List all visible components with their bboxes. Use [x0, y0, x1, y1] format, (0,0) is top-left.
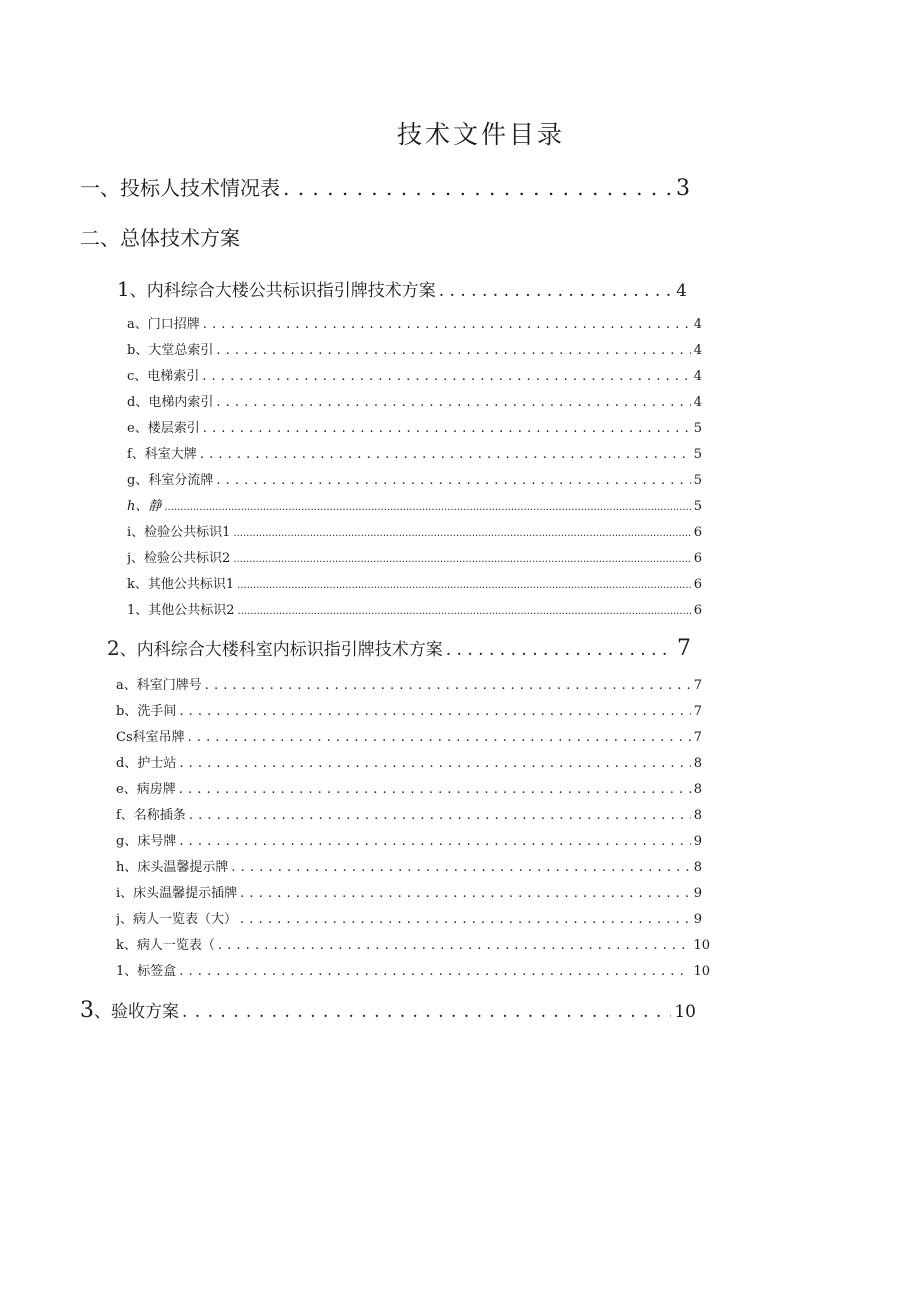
- toc-item[interactable]: [127, 602, 702, 620]
- toc-item-label: g、床号牌: [116, 834, 177, 849]
- toc-page-number: 10: [674, 1002, 696, 1022]
- toc-item-label: h、床头温馨提示牌: [116, 860, 229, 875]
- toc-item-label: j、病人一览表（大）: [116, 912, 238, 927]
- toc-page-number: 4: [693, 395, 702, 410]
- toc-item[interactable]: [127, 576, 702, 594]
- toc-page-number: 3: [676, 176, 690, 201]
- toc-item[interactable]: [116, 729, 702, 746]
- toc-item-label: 1、标签盒: [116, 964, 177, 979]
- toc-page-number: 6: [693, 551, 702, 566]
- toc-page-number: 7: [693, 704, 702, 719]
- toc-entry-number: 3: [80, 998, 94, 1023]
- toc-item-label: a、科室门牌号: [116, 678, 202, 693]
- dot-leader: [179, 963, 690, 980]
- toc-entry-number: 1: [117, 278, 130, 301]
- toc-item-label: b、大堂总索引: [127, 343, 214, 358]
- toc-page-number: 9: [693, 834, 702, 849]
- toc-entry-section3[interactable]: [80, 998, 696, 1025]
- toc-page-number: 9: [693, 912, 702, 927]
- toc-page-number: 4: [676, 281, 687, 301]
- dot-leader: [218, 937, 691, 954]
- toc-item-label: a、门口招牌: [127, 317, 200, 332]
- dot-leader: [216, 342, 690, 359]
- dot-leader: [240, 911, 691, 928]
- dot-leader: [164, 498, 690, 516]
- toc-page-number: 5: [693, 473, 702, 488]
- dot-leader: [179, 755, 690, 772]
- dot-leader: [216, 472, 690, 489]
- toc-page-number: 5: [693, 421, 702, 436]
- toc-item[interactable]: [127, 472, 702, 489]
- dot-leader: [446, 639, 674, 661]
- toc-item[interactable]: [116, 677, 702, 694]
- toc-item-label: c、电梯索引: [127, 369, 200, 384]
- toc-item-label: i、检验公共标识1: [127, 525, 231, 540]
- toc-page-number: 5: [693, 447, 702, 462]
- toc-item-label: Cs科室吊牌: [116, 730, 185, 745]
- toc-item[interactable]: [127, 316, 702, 333]
- dot-leader: [203, 316, 691, 333]
- toc-item[interactable]: [127, 550, 702, 568]
- toc-page-number: 8: [693, 860, 702, 875]
- dot-leader: [203, 420, 691, 437]
- toc-item-label: e、病房牌: [116, 782, 176, 797]
- toc-item-label: k、病人一览表（: [116, 938, 215, 953]
- toc-item-label: 1、其他公共标识2: [127, 603, 235, 618]
- toc-page-number: 8: [693, 808, 702, 823]
- toc-item[interactable]: [116, 963, 710, 980]
- toc-item-label: d、护士站: [116, 756, 177, 771]
- toc-page-number: 4: [693, 343, 702, 358]
- dot-leader: [202, 368, 690, 385]
- toc-item[interactable]: [116, 911, 702, 928]
- toc-item-label: e、楼层索引: [127, 421, 200, 436]
- dot-leader: [182, 999, 671, 1025]
- dot-leader: [188, 729, 691, 746]
- toc-item-label: k、其他公共标识1: [127, 577, 235, 592]
- toc-page-number: 10: [693, 938, 710, 953]
- dot-leader: [179, 703, 690, 720]
- dot-leader: [439, 280, 673, 302]
- toc-item-label: h、静: [127, 499, 162, 514]
- toc-page-number: 8: [693, 756, 702, 771]
- dot-leader: [200, 446, 691, 463]
- toc-item[interactable]: [127, 498, 702, 516]
- toc-item-label: b、洗手间: [116, 704, 177, 719]
- toc-entry-sub2[interactable]: [107, 637, 691, 661]
- toc-page-number: 7: [693, 730, 702, 745]
- toc-item[interactable]: [127, 420, 702, 437]
- dot-leader: [233, 550, 690, 568]
- dot-leader: [283, 175, 673, 201]
- dot-leader: [237, 576, 691, 594]
- toc-item[interactable]: [116, 703, 702, 720]
- toc-page-number: 6: [693, 603, 702, 618]
- toc-item[interactable]: [127, 394, 702, 411]
- toc-item-label: d、电梯内索引: [127, 395, 214, 410]
- toc-page-number: 6: [693, 577, 702, 592]
- toc-entry-section1[interactable]: [80, 175, 690, 202]
- toc-item[interactable]: [127, 446, 702, 463]
- toc-item-label: i、床头温馨提示插牌: [116, 886, 238, 901]
- toc-page-number: 6: [693, 525, 702, 540]
- toc-entry-label: 、内科综合大楼科室内标识指引牌技术方案: [119, 640, 443, 660]
- toc-item[interactable]: [127, 524, 702, 542]
- toc-entry-label: 一、投标人技术情况表: [80, 176, 280, 200]
- dot-leader: [216, 394, 690, 411]
- dot-leader: [240, 885, 691, 902]
- dot-leader: [238, 602, 691, 620]
- toc-page-number: 4: [693, 369, 702, 384]
- toc-item[interactable]: [127, 368, 702, 385]
- toc-item[interactable]: [116, 833, 702, 850]
- toc-entry-sub1[interactable]: [117, 278, 687, 302]
- dot-leader: [233, 524, 690, 542]
- toc-item-label: g、科室分流牌: [127, 473, 214, 488]
- toc-entry-label: 二、总体技术方案: [80, 226, 240, 250]
- toc-page-number: 7: [677, 637, 691, 661]
- toc-page-number: 9: [693, 886, 702, 901]
- toc-item-label: f、名称插条: [116, 808, 186, 823]
- toc-item[interactable]: [116, 807, 702, 824]
- toc-item[interactable]: [116, 885, 702, 902]
- toc-item[interactable]: [116, 755, 702, 772]
- dot-leader: [189, 807, 691, 824]
- toc-page-number: 4: [693, 317, 702, 332]
- toc-page-number: 5: [693, 499, 702, 514]
- toc-entry-number: 2: [107, 637, 120, 660]
- toc-item[interactable]: [116, 859, 702, 876]
- toc-page-number: 8: [693, 782, 702, 797]
- toc-item[interactable]: [116, 937, 710, 954]
- toc-item[interactable]: [116, 781, 702, 798]
- toc-page-number: 10: [693, 964, 710, 979]
- dot-leader: [179, 781, 691, 798]
- dot-leader: [231, 859, 690, 876]
- toc-page-number: 7: [693, 678, 702, 693]
- dot-leader: [205, 677, 691, 694]
- toc-item-label: j、检验公共标识2: [127, 551, 231, 566]
- toc-item[interactable]: [127, 342, 702, 359]
- toc-entry-label: 、内科综合大楼公共标识指引牌技术方案: [129, 281, 436, 301]
- document-title: 技术文件目录: [396, 120, 565, 149]
- toc-entry-label: 、验收方案: [94, 1002, 179, 1022]
- dot-leader: [179, 833, 690, 850]
- toc-entry-section2[interactable]: [80, 225, 380, 251]
- toc-item-label: f、科室大牌: [127, 447, 197, 462]
